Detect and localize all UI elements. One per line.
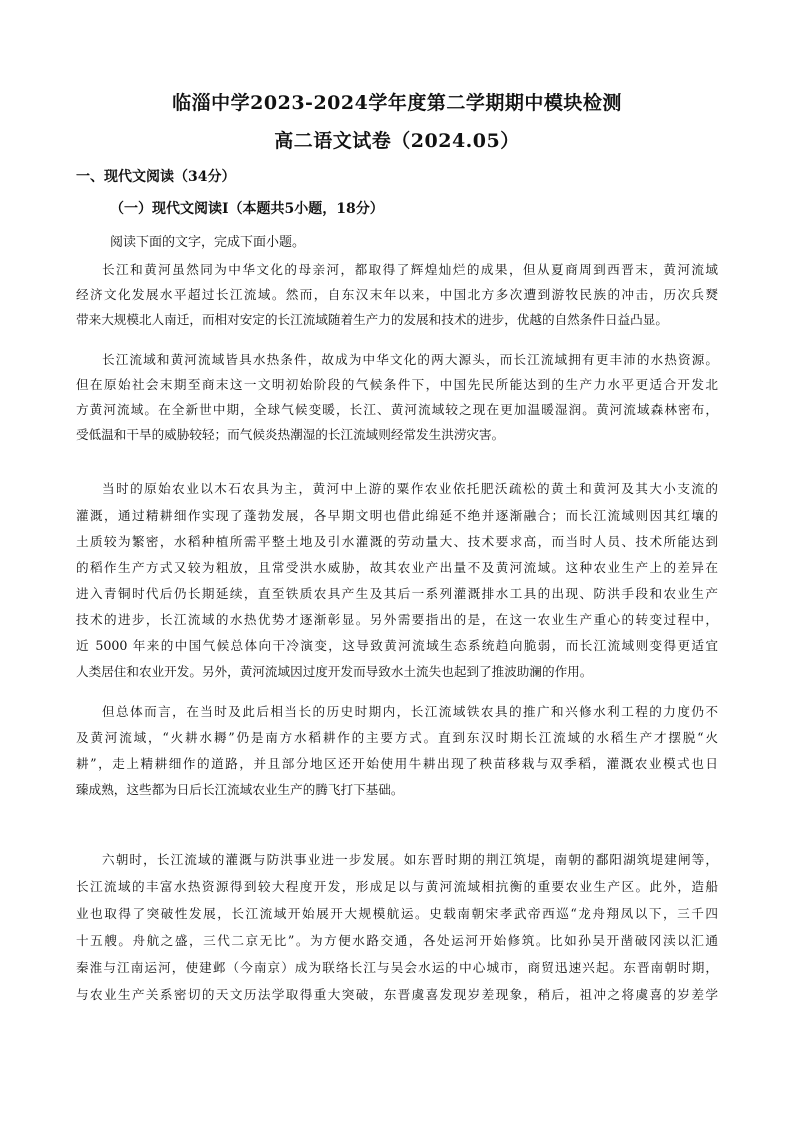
passage-line: 当时的原始农业以木石农具为主，黄河中上游的粟作农业依托肥沃疏松的黄土和黄河及其大小支流的: [102, 481, 718, 496]
passage-line: 长江流域的丰富水热资源得到较大程度开发，形成足以与黄河流域相抗衡的重要农业生产区。此外，造船: [76, 879, 718, 894]
passage-line: 灌溉，通过精耕细作实现了蓬勃发展，各早期文明也借此绵延不绝并逐渐融合；而长江流域则因其红壤的: [76, 508, 718, 523]
passage-line: 近 5000 年来的中国气候总体向干冷演变，这导致黄河流域生态系统趋向脆弱，而长江流域则变得更适宜: [76, 638, 718, 653]
passage-line: 技术的进步，长江流域的水热优势才逐渐彰显。另外需要指出的是，在这一农业生产重心的转变过程中，: [76, 612, 718, 627]
passage-line: 受低温和干旱的威胁较轻；而气候炎热潮湿的长江流域则经常发生洪涝灾害。: [76, 427, 505, 442]
passage-line: 长江和黄河虽然同为中华文化的母亲河，都取得了辉煌灿烂的成果，但从夏商周到西晋末，黄河流域: [102, 262, 718, 277]
passage-line: 与农业生产关系密切的天文历法学取得重大突破，东晋虞喜发现岁差现象，稍后，祖冲之将虞喜的岁差学: [76, 987, 718, 1002]
passage-line: 臻成熟，这些都为日后长江流域农业生产的腾飞打下基础。: [76, 782, 404, 797]
passage-line: 及黄河流域，“火耕水耨”仍是南方水稻耕作的主要方式。直到东汉时期长江流域的水稻生产才摆脱“火: [76, 730, 718, 745]
passage-line: 的稻作生产方式又较为粗放，且常受洪水威胁，故其农业产出量不及黄河流域。这种农业生产上的差异在: [76, 560, 718, 575]
passage-line: 业也取得了突破性发展，长江流域开始展开大规模航运。史载南朝宋孝武帝西巡“龙舟翔凤以下，三千四: [76, 906, 718, 921]
passage-line: 带来大规模北人南迁，而相对安定的长江流域随着生产力的发展和技术的进步，优越的自然条件日益凸显。: [76, 312, 668, 327]
passage-line: 人类居住和农业开发。另外，黄河流域因过度开发而导致水土流失也起到了推波助澜的作用。: [76, 664, 593, 679]
passage-line: 但总体而言，在当时及此后相当长的历史时期内，长江流域铁农具的推广和兴修水利工程的力度仍不: [102, 704, 718, 719]
reading-instruction: 阅读下面的文字，完成下面小题。: [110, 235, 306, 250]
passage-line: 但在原始社会末期至商末这一文明初始阶段的气候条件下，中国先民所能达到的生产力水平更适合开发北: [76, 377, 718, 392]
subsection-heading: （一）现代文阅读Ⅰ（本题共5小题，18分）: [110, 201, 384, 217]
exam-title: 临淄中学2023-2024学年度第二学期期中模块检测: [172, 92, 622, 114]
passage-line: 长江流域和黄河流域皆具水热条件，故成为中华文化的两大源头，而长江流域拥有更丰沛的水热资源。: [102, 352, 718, 367]
passage-line: 耕”，走上精耕细作的道路，并且部分地区还开始使用牛耕出现了秧苗移栽与双季稻，灌溉农业模式也日: [76, 756, 718, 771]
passage-line: 十五艘。舟航之盛，三代二京无比”。为方便水路交通，各处运河开始修筑。比如孙吴开凿破冈渎以汇通: [76, 933, 718, 948]
passage-line: 土质较为繁密，水稻种植所需平整土地及引水灌溉的劳动量大、技术要求高，而当时人员、技术所能达到: [76, 534, 718, 549]
section-heading: 一、现代文阅读（34分）: [76, 169, 236, 185]
passage-line: 经济文化发展水平超过长江流域。然而，自东汉末年以来，中国北方多次遭到游牧民族的冲击，历次兵燹: [76, 287, 718, 302]
passage-line: 进入青铜时代后仍长期延续，直至铁质农具产生及其后一系列灌溉排水工具的出现、防洪手段和农业生产: [76, 586, 718, 601]
passage-line: 秦淮与江南运河，使建邺（今南京）成为联络长江与吴会水运的中心城市，商贸迅速兴起。东晋南朝时期，: [76, 960, 718, 975]
passage-line: 六朝时，长江流域的灌溉与防洪事业进一步发展。如东晋时期的荆江筑堤，南朝的鄱阳湖筑堤建闸等，: [102, 852, 718, 867]
exam-subtitle: 高二语文试卷（2024.05）: [274, 130, 520, 152]
passage-line: 方黄河流域。在全新世中期，全球气候变暖，长江、黄河流域较之现在更加温暖湿润。黄河流域森林密布，: [76, 402, 718, 417]
